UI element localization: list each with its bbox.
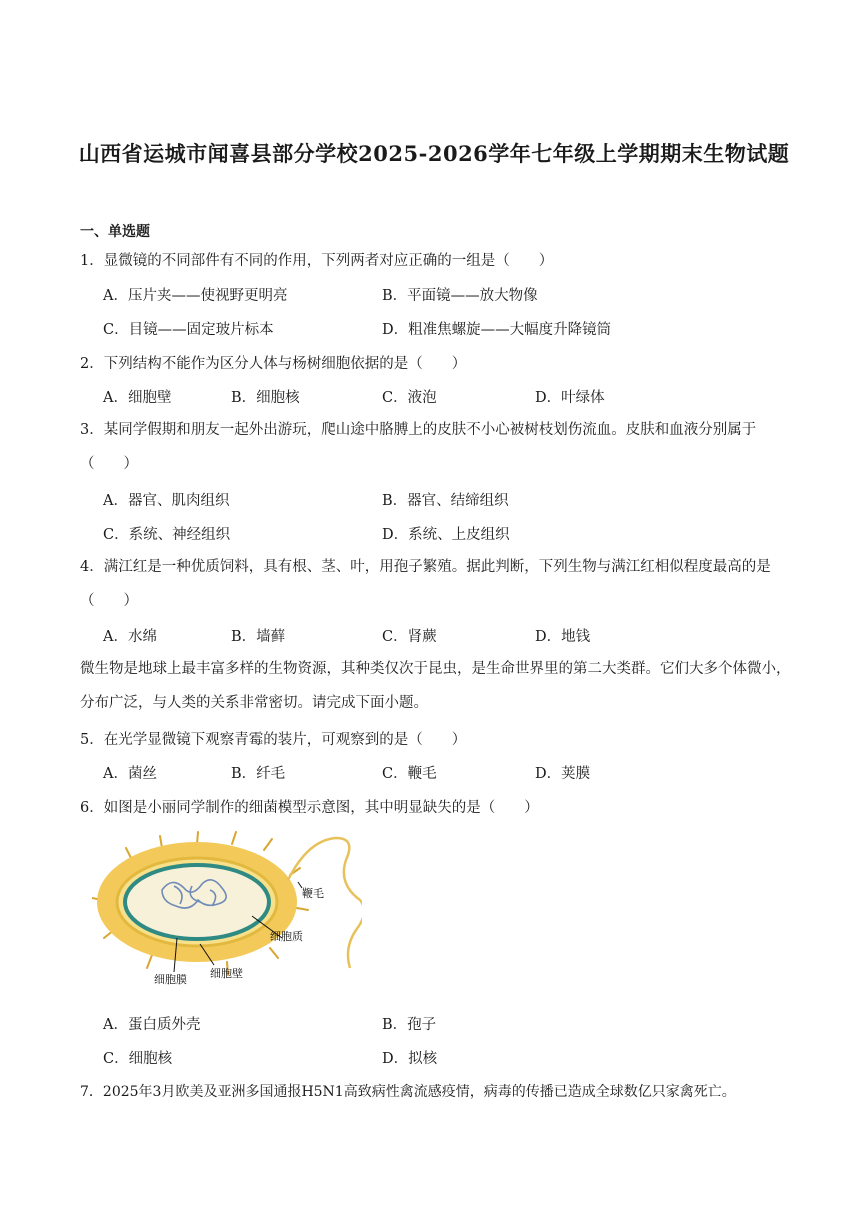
q1-option-a[interactable]: A．压片夹——使视野更明亮 [103,288,288,304]
q3-option-a[interactable]: A．器官、肌肉组织 [103,493,230,509]
section-heading: 一、单选题 [80,224,150,240]
q6-option-a[interactable]: A．蛋白质外壳 [103,1017,201,1033]
question-2-stem: 2．下列结构不能作为区分人体与杨树细胞依据的是（ ） [80,356,467,372]
page-title: 山西省运城市闻喜县部分学校2025-2026学年七年级上学期期末生物试题 [78,141,790,166]
q4-option-b[interactable]: B．墙藓 [231,629,286,645]
q2-option-d[interactable]: D．叶绿体 [535,390,605,406]
q1-option-c[interactable]: C．目镜——固定玻片标本 [103,322,274,338]
q6-option-d[interactable]: D．拟核 [382,1051,438,1067]
bacterium-diagram [92,830,362,985]
q6-option-b[interactable]: B．孢子 [382,1017,437,1033]
q2-option-c[interactable]: C．液泡 [382,390,437,406]
question-4-stem: 4．满江红是一种优质饲料，具有根、茎、叶，用孢子繁殖。据此判断，下列生物与满江红相似程度最高的是（ ） [80,559,771,609]
q2-option-a[interactable]: A．细胞壁 [103,390,172,406]
question-7-stem: 7．2025年3月欧美及亚洲多国通报H5N1高致病性禽流感疫情，病毒的传播已造成全球数亿只家禽死亡。 [80,1084,736,1100]
q4-option-d[interactable]: D．地钱 [535,629,591,645]
label-flagellum: 鞭毛 [302,887,324,900]
question-1-stem: 1．显微镜的不同部件有不同的作用，下列两者对应正确的一组是（ ） [80,253,554,269]
q5-option-a[interactable]: A．菌丝 [103,766,157,782]
q4-option-c[interactable]: C．肾蕨 [382,629,437,645]
q1-option-d[interactable]: D．粗准焦螺旋——大幅度升降镜筒 [382,322,612,338]
question-5-stem: 5．在光学显微镜下观察青霉的装片，可观察到的是（ ） [80,732,467,748]
q2-option-b[interactable]: B．细胞核 [231,390,300,406]
reading-passage: 微生物是地球上最丰富多样的生物资源，其种类仅次于昆虫，是生命世界里的第二大类群。它们大多个体微小，分布广泛，与人类的关系非常密切。请完成下面小题。 [80,661,791,711]
q4-option-a[interactable]: A．水绵 [103,629,157,645]
question-3-stem: 3．某同学假期和朋友一起外出游玩，爬山途中胳膊上的皮肤不小心被树枝划伤流血。皮肤和血液分别属于（ ） [80,422,757,472]
q3-option-d[interactable]: D．系统、上皮组织 [382,527,510,543]
label-cytoplasm: 细胞质 [270,930,303,943]
q6-option-c[interactable]: C．细胞核 [103,1051,173,1067]
flagellum-shape [288,838,362,968]
q5-option-c[interactable]: C．鞭毛 [382,766,437,782]
question-6-stem: 6．如图是小丽同学制作的细菌模型示意图，其中明显缺失的是（ ） [80,800,539,816]
q3-option-b[interactable]: B．器官、结缔组织 [382,493,509,509]
label-cell-membrane: 细胞膜 [154,973,187,985]
q5-option-d[interactable]: D．荚膜 [535,766,591,782]
q5-option-b[interactable]: B．纤毛 [231,766,286,782]
q1-option-b[interactable]: B．平面镜——放大物像 [382,288,538,304]
bacterium-model-figure [92,830,362,985]
label-cell-wall: 细胞壁 [210,967,243,980]
q3-option-c[interactable]: C．系统、神经组织 [103,527,231,543]
